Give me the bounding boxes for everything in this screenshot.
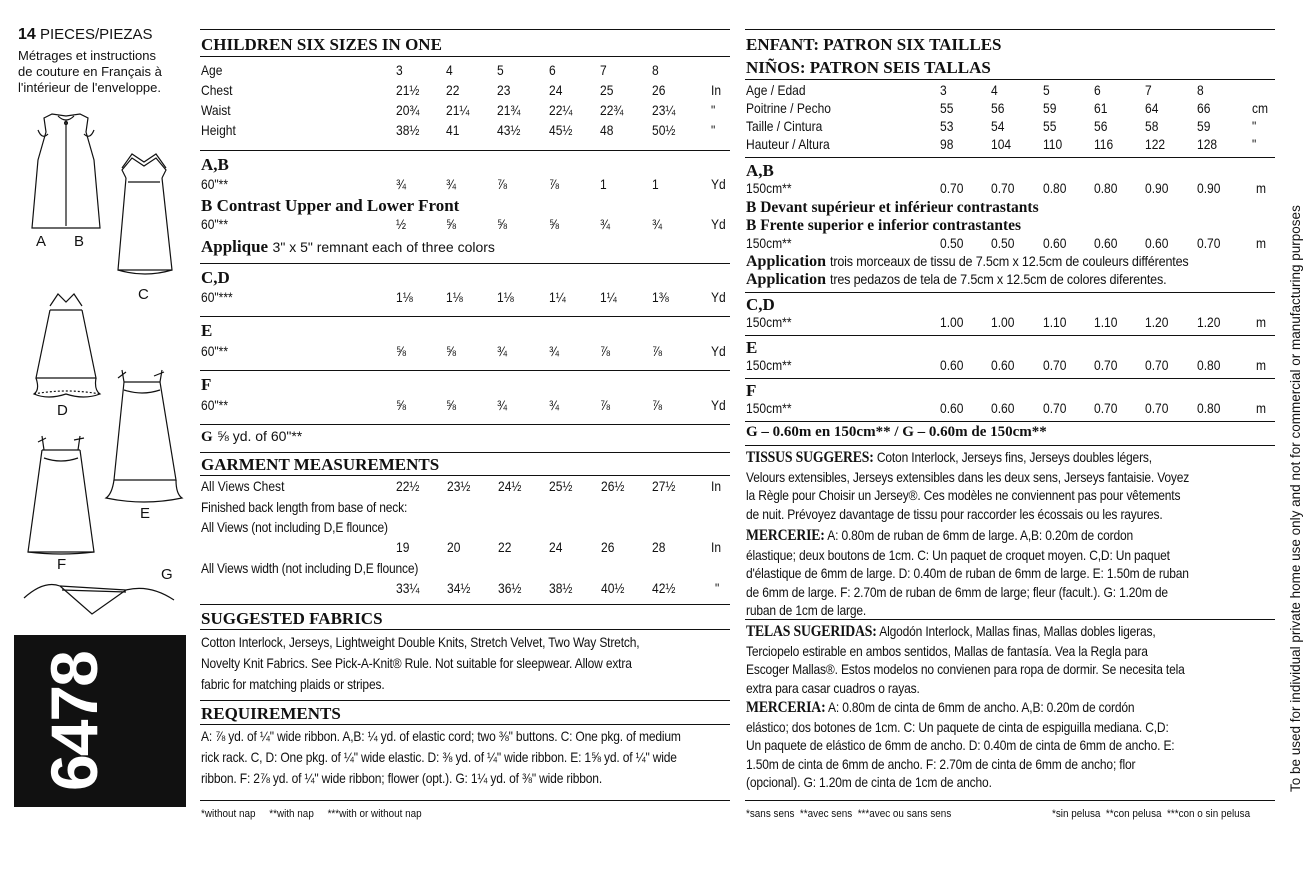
- size-value-cell: ¾: [600, 216, 611, 232]
- tissus-line: Coton Interlock, Jerseys fins, Jerseys doubles légers,: [876, 449, 1152, 465]
- size-value-cell: 1¼: [600, 289, 617, 305]
- size-value-cell: ⅝: [396, 397, 407, 413]
- size-value-cell: 0.70: [1043, 357, 1067, 373]
- garment-illustrations: [14, 110, 186, 620]
- size-value-cell: 0.70: [1094, 400, 1118, 416]
- table-row: [0, 289, 726, 307]
- divider: [200, 629, 730, 630]
- size-value-cell: 61: [1094, 100, 1108, 116]
- unit-cell: m: [1256, 314, 1267, 330]
- unit-cell: m: [1256, 400, 1267, 416]
- en-applique-line: [201, 237, 495, 257]
- size-value-cell: ¾: [446, 176, 457, 192]
- unit-cell: In: [711, 478, 722, 494]
- divider: [745, 800, 1275, 801]
- fabrics-text: [201, 632, 639, 695]
- divider: [200, 370, 730, 371]
- size-value-cell: 23½: [447, 478, 471, 494]
- applique-label: Applique: [201, 237, 269, 256]
- divider: [200, 452, 730, 453]
- mercerie-line: d'élastique de 6mm de large. D: 0.40m de ruban de 6mm de large. E: 1.50m de ruban: [746, 565, 1189, 581]
- pieces-count: 14: [18, 26, 36, 43]
- size-row-label: Poitrine / Pecho: [746, 100, 832, 116]
- size-value-cell: 128: [1197, 136, 1218, 152]
- size-value-cell: 5: [497, 62, 504, 78]
- requirements-line: rick rack. C, D: One pkg. of ¼" wide elastic. D: ⅜ yd. of ¼" wide ribbon. E: 1⅝ yd. of ¼" wide: [201, 749, 677, 765]
- size-value-cell: 55: [1043, 118, 1057, 134]
- view-label-g: G: [161, 566, 173, 583]
- divider: [200, 475, 730, 476]
- size-value-cell: 1⅛: [396, 289, 413, 305]
- unit-cell: ": [715, 580, 720, 596]
- size-value-cell: 50½: [652, 122, 676, 138]
- garment-title: GARMENT MEASUREMENTS: [201, 455, 440, 474]
- size-value-cell: 0.50: [991, 235, 1015, 251]
- telas-line: extra para casar cuadros o rayas.: [746, 679, 920, 696]
- unit-cell: cm: [1252, 100, 1269, 116]
- size-value-cell: 1.10: [1043, 314, 1067, 330]
- application-label: Application: [746, 271, 827, 288]
- size-value-cell: 0.60: [991, 357, 1015, 373]
- size-value-cell: 59: [1197, 118, 1211, 134]
- size-value-cell: 22¼: [549, 102, 573, 118]
- requirements-text: [201, 726, 681, 789]
- size-value-cell: 110: [1043, 136, 1063, 152]
- divider: [745, 445, 1275, 446]
- unit-cell: ": [1252, 118, 1257, 134]
- divider: [200, 700, 730, 701]
- fr-contrast-heading: B Devant supérieur et inférieur contrastants: [746, 199, 1039, 216]
- size-value-cell: ¾: [396, 176, 407, 192]
- telas-title: TELAS SUGERIDAS:: [746, 623, 877, 640]
- fr-section-heading: C,D: [746, 295, 775, 314]
- en-section-heading: F: [201, 375, 212, 394]
- size-value-cell: 23: [497, 82, 511, 98]
- size-value-cell: 0.70: [1094, 357, 1118, 373]
- size-value-cell: 26½: [601, 478, 625, 494]
- g-label: G: [201, 429, 213, 445]
- tissus-line: Velours extensibles, Jerseys extensibles dans les deux sens, Jerseys fantaisie. Voyez: [746, 468, 1190, 485]
- applique-text: 3" x 5" remnant each of three colors: [272, 239, 495, 255]
- table-row: [0, 539, 722, 557]
- unit-cell: In: [711, 82, 722, 98]
- en-section-heading: A,B: [201, 155, 229, 174]
- fabrics-line: Cotton Interlock, Jerseys, Lightweight Double Knits, Stretch Velvet, Two Way Stretch,: [201, 634, 640, 650]
- fr-section-heading: A,B: [746, 161, 774, 180]
- telas-line: Terciopelo estirable en ambos sentidos, Mallas de fantasía. Vea la Regla para: [746, 642, 1148, 659]
- unit-cell: Yd: [711, 343, 726, 359]
- size-value-cell: 0.90: [1145, 180, 1169, 196]
- mercerie-block: [746, 526, 1189, 620]
- view-g-illustration: [24, 585, 174, 615]
- back-length-label: All Views (not including D,E flounce): [201, 519, 388, 535]
- row-label: 150cm**: [746, 357, 792, 373]
- application-text: tres pedazos de tela de 7.5cm x 12.5cm de colores diferentes.: [830, 271, 1167, 287]
- fabrics-line: Novelty Knit Fabrics. See Pick-A-Knit® Rule. Not suitable for sleepwear. Allow extra: [201, 655, 632, 671]
- size-value-cell: 1.20: [1197, 314, 1221, 330]
- view-label-a: A: [36, 233, 47, 250]
- unit-cell: ": [711, 122, 716, 138]
- size-value-cell: 0.70: [1145, 400, 1169, 416]
- size-value-cell: 116: [1094, 136, 1114, 152]
- divider: [200, 316, 730, 317]
- fr-section-heading: F: [746, 381, 757, 400]
- size-value-cell: 1¼: [549, 289, 566, 305]
- divider: [745, 79, 1275, 80]
- size-value-cell: ⅞: [549, 176, 560, 192]
- unit-cell: In: [711, 539, 722, 555]
- view-b-halter-illustration: [118, 154, 172, 274]
- divider: [745, 619, 1275, 620]
- size-value-cell: 0.60: [940, 400, 964, 416]
- french-note-line: l'intérieur de l'enveloppe.: [18, 80, 161, 95]
- size-value-cell: 58: [1145, 118, 1159, 134]
- row-label: 60"***: [201, 289, 233, 305]
- tissus-title: TISSUS SUGGERES:: [746, 449, 874, 466]
- english-title: CHILDREN SIX SIZES IN ONE: [201, 35, 442, 54]
- mercerie-line: A: 0.80m de ruban de 6mm de large. A,B: 0.20m de cordon: [827, 527, 1134, 543]
- size-value-cell: ⅝: [446, 343, 457, 359]
- row-label: 150cm**: [746, 180, 792, 196]
- size-value-cell: 24: [549, 82, 563, 98]
- size-value-cell: 0.80: [1043, 180, 1067, 196]
- telas-line: Algodón Interlock, Mallas finas, Mallas dobles ligeras,: [879, 623, 1156, 639]
- requirements-line: ribbon. F: 2⅞ yd. of ¼" wide ribbon; flower (opt.). G: 1¼ yd. of ⅜" wide ribbon.: [201, 770, 603, 786]
- tissus-line: la Règle pour Choisir un Jersey®. Ces modèles ne conviennent pas pour vêtements: [746, 487, 1181, 503]
- size-value-cell: 0.60: [1043, 235, 1067, 251]
- size-row-label: Waist: [201, 102, 231, 118]
- size-value-cell: 45½: [549, 122, 573, 138]
- french-footnote: *sans sens **avec sens ***avec ou sans sens: [746, 808, 952, 820]
- size-value-cell: ⅞: [600, 343, 611, 359]
- en-g-line: [201, 428, 302, 446]
- merceria-title: MERCERIA:: [746, 699, 826, 716]
- mercerie-title: MERCERIE:: [746, 527, 825, 544]
- unit-cell: m: [1256, 180, 1267, 196]
- g-text: ⅝ yd. of 60"**: [217, 428, 303, 444]
- view-label-b: B: [74, 233, 85, 250]
- row-label: 60"**: [201, 216, 229, 232]
- size-value-cell: 25: [600, 82, 614, 98]
- english-footnote: *without nap **with nap ***with or without nap: [201, 808, 422, 820]
- size-value-cell: ⅝: [446, 216, 457, 232]
- tissus-block: [746, 448, 1189, 523]
- size-value-cell: 59: [1043, 100, 1057, 116]
- view-label-c: C: [138, 286, 149, 303]
- size-value-cell: ½: [396, 216, 407, 232]
- size-value-cell: 7: [600, 62, 607, 78]
- unit-cell: m: [1256, 235, 1267, 251]
- size-value-cell: ⅞: [652, 343, 663, 359]
- size-value-cell: 64: [1145, 100, 1159, 116]
- es-contrast-heading: B Frente superior e inferior contrastantes: [746, 217, 1022, 234]
- size-value-cell: 19: [396, 539, 410, 555]
- divider: [745, 157, 1275, 158]
- size-value-cell: ⅝: [396, 343, 407, 359]
- merceria-line: (opcional). G: 1.20m de cinta de 1cm de ancho.: [746, 774, 992, 790]
- size-value-cell: 0.70: [991, 180, 1015, 196]
- size-value-cell: 1.10: [1094, 314, 1118, 330]
- size-value-cell: 26: [652, 82, 666, 98]
- size-value-cell: 1.00: [940, 314, 964, 330]
- requirements-line: A: ⅞ yd. of ¼" wide ribbon. A,B: ¼ yd. of elastic cord; two ⅜" buttons. C: One pkg. of medium: [201, 728, 681, 744]
- size-value-cell: 22¾: [600, 102, 624, 118]
- french-note-line: de couture en Français à: [18, 64, 162, 79]
- merceria-block: [746, 698, 1174, 792]
- size-value-cell: 8: [1197, 82, 1204, 98]
- table-row: [0, 216, 726, 234]
- size-value-cell: 22: [446, 82, 460, 98]
- unit-cell: Yd: [711, 216, 726, 232]
- size-value-cell: 0.60: [1094, 235, 1118, 251]
- row-label: 150cm**: [746, 314, 792, 330]
- size-value-cell: 0.80: [1197, 357, 1221, 373]
- divider: [745, 292, 1275, 293]
- size-value-cell: 48: [600, 122, 614, 138]
- size-value-cell: ⅝: [446, 397, 457, 413]
- size-value-cell: 0.80: [1197, 400, 1221, 416]
- size-value-cell: 1⅛: [497, 289, 514, 305]
- size-value-cell: 26: [601, 539, 615, 555]
- size-value-cell: ⅝: [549, 216, 560, 232]
- french-note: [18, 48, 162, 96]
- table-row: [0, 478, 722, 496]
- divider: [200, 263, 730, 264]
- size-value-cell: 122: [1145, 136, 1166, 152]
- fabrics-line: fabric for matching plaids or stripes.: [201, 676, 385, 692]
- row-label: 60"**: [201, 397, 229, 413]
- size-value-cell: 56: [1094, 118, 1108, 134]
- size-row-label: Height: [201, 122, 236, 138]
- size-value-cell: 3: [940, 82, 947, 98]
- divider: [745, 378, 1275, 379]
- size-value-cell: ⅝: [497, 216, 508, 232]
- row-label: 150cm**: [746, 400, 792, 416]
- mercerie-line: ruban de 1cm de large.: [746, 602, 867, 618]
- divider: [200, 800, 730, 801]
- divider: [200, 724, 730, 725]
- es-application-line: [746, 271, 1204, 289]
- size-value-cell: 20¾: [396, 102, 420, 118]
- pieces-header: [18, 26, 153, 44]
- size-value-cell: 20: [447, 539, 461, 555]
- size-value-cell: ¾: [497, 397, 508, 413]
- size-value-cell: ⅞: [497, 176, 508, 192]
- telas-block: [746, 622, 1185, 697]
- usage-disclaimer: To be used for individual private home use only and not for commercial or manufacturing purposes: [1288, 205, 1303, 792]
- size-value-cell: 0.60: [991, 400, 1015, 416]
- size-value-cell: 66: [1197, 100, 1211, 116]
- size-value-cell: 28: [652, 539, 666, 555]
- size-value-cell: 41: [446, 122, 460, 138]
- table-row: [0, 314, 1267, 332]
- unit-cell: Yd: [711, 397, 726, 413]
- requirements-title: REQUIREMENTS: [201, 704, 341, 723]
- spanish-footnote: *sin pelusa **con pelusa ***con o sin pelusa: [1052, 808, 1251, 820]
- size-value-cell: 1: [652, 176, 659, 192]
- fr-application-line: [746, 253, 1229, 271]
- size-value-cell: 27½: [652, 478, 676, 494]
- pattern-number-block: [14, 635, 186, 807]
- size-value-cell: 53: [940, 118, 954, 134]
- size-value-cell: 0.70: [940, 180, 964, 196]
- size-value-cell: 0.90: [1197, 180, 1221, 196]
- size-value-cell: 38½: [396, 122, 420, 138]
- size-value-cell: 24½: [498, 478, 522, 494]
- view-label-f: F: [57, 556, 67, 573]
- row-label: 60"**: [201, 176, 229, 192]
- size-value-cell: 0.50: [940, 235, 964, 251]
- size-value-cell: 40½: [601, 580, 625, 596]
- size-value-cell: ¾: [549, 397, 560, 413]
- merceria-line: Un paquete de elástico de 6mm de ancho. D: 0.40m de cinta de 6mm de ancho. E:: [746, 737, 1175, 753]
- divider: [745, 29, 1275, 30]
- divider: [200, 29, 730, 30]
- size-value-cell: 0.60: [940, 357, 964, 373]
- size-value-cell: 23¼: [652, 102, 676, 118]
- size-value-cell: 0.70: [1145, 357, 1169, 373]
- size-value-cell: 21½: [396, 82, 420, 98]
- mercerie-line: élastique; deux boutons de 1cm. C: Un paquet de croquet moyen. C,D: Un paquet: [746, 546, 1170, 563]
- size-row-label: Taille / Cintura: [746, 118, 823, 134]
- table-row: [0, 357, 1267, 375]
- mercerie-line: de 6mm de large. F: 2.70m de ruban de 6mm de large; fleur (facult.). G: 1.20m de: [746, 583, 1168, 600]
- unit-cell: m: [1256, 357, 1267, 373]
- en-section-heading: C,D: [201, 268, 230, 287]
- unit-cell: ": [711, 102, 716, 118]
- size-value-cell: ¾: [497, 343, 508, 359]
- size-value-cell: 1⅜: [652, 289, 669, 305]
- size-value-cell: 22: [498, 539, 512, 555]
- size-value-cell: 42½: [652, 580, 676, 596]
- size-value-cell: 34½: [447, 580, 471, 596]
- size-value-cell: 54: [991, 118, 1005, 134]
- telas-line: Escoger Mallas®. Estos modelos no convienen para ropa de dormir. Se necesita tela: [746, 661, 1185, 677]
- size-value-cell: 0.80: [1094, 180, 1118, 196]
- size-value-cell: 33¼: [396, 580, 420, 596]
- size-row-label: Chest: [201, 82, 233, 98]
- unit-cell: ": [1252, 136, 1257, 152]
- size-row-label: Age / Edad: [746, 82, 806, 98]
- view-a-back-illustration: [32, 114, 100, 228]
- size-value-cell: 5: [1043, 82, 1050, 98]
- size-value-cell: 1: [600, 176, 607, 192]
- view-e-illustration: [106, 370, 182, 502]
- table-row: [0, 580, 720, 598]
- size-value-cell: ¾: [652, 216, 663, 232]
- size-value-cell: 21¼: [446, 102, 470, 118]
- row-label: 60"**: [201, 343, 229, 359]
- size-value-cell: 6: [549, 62, 556, 78]
- size-value-cell: 4: [991, 82, 998, 98]
- fabrics-title: SUGGESTED FABRICS: [201, 609, 383, 628]
- divider: [745, 421, 1275, 422]
- row-label: 150cm**: [746, 235, 792, 251]
- size-value-cell: 3: [396, 62, 403, 78]
- size-value-cell: 104: [991, 136, 1012, 152]
- divider: [200, 424, 730, 425]
- size-value-cell: 7: [1145, 82, 1152, 98]
- view-label-d: D: [57, 402, 68, 419]
- en-section-heading: E: [201, 321, 213, 340]
- size-value-cell: 25½: [549, 478, 573, 494]
- application-label: Application: [746, 253, 827, 270]
- size-value-cell: 0.60: [1145, 235, 1169, 251]
- size-value-cell: 8: [652, 62, 659, 78]
- size-value-cell: 4: [446, 62, 453, 78]
- size-value-cell: 98: [940, 136, 954, 152]
- size-value-cell: ¾: [549, 343, 560, 359]
- size-value-cell: 56: [991, 100, 1005, 116]
- size-value-cell: 43½: [497, 122, 521, 138]
- size-value-cell: 21¾: [497, 102, 521, 118]
- size-value-cell: 38½: [549, 580, 573, 596]
- french-title: ENFANT: PATRON SIX TAILLES: [746, 35, 1002, 54]
- back-length-note: Finished back length from base of neck:: [201, 499, 408, 515]
- size-value-cell: 0.70: [1043, 400, 1067, 416]
- size-value-cell: 6: [1094, 82, 1101, 98]
- size-value-cell: 1.00: [991, 314, 1015, 330]
- unit-cell: Yd: [711, 176, 726, 192]
- width-label: All Views width (not including D,E flounce): [201, 560, 419, 576]
- application-text: trois morceaux de tissu de 7.5cm x 12.5cm de couleurs différentes: [830, 253, 1190, 269]
- size-value-cell: ⅞: [652, 397, 663, 413]
- en-contrast-heading: B Contrast Upper and Lower Front: [201, 196, 460, 215]
- size-value-cell: 1⅛: [446, 289, 463, 305]
- garment-row-label: All Views Chest: [201, 478, 285, 494]
- view-label-e: E: [140, 505, 151, 522]
- size-value-cell: 24: [549, 539, 563, 555]
- size-row-label: Hauteur / Altura: [746, 136, 830, 152]
- divider: [200, 150, 730, 151]
- table-row: [0, 136, 1257, 154]
- unit-cell: Yd: [711, 289, 726, 305]
- pieces-label: PIECES/PIEZAS: [39, 26, 153, 43]
- size-value-cell: ⅞: [600, 397, 611, 413]
- merceria-line: elástico; dos botones de 1cm. C: Un paquete de cinta de espiguilla mediana. C,D:: [746, 718, 1169, 735]
- size-value-cell: 36½: [498, 580, 522, 596]
- french-note-line: Métrages et instructions: [18, 48, 157, 63]
- size-value-cell: 1.20: [1145, 314, 1169, 330]
- size-row-label: Age: [201, 62, 223, 78]
- size-value-cell: 22½: [396, 478, 420, 494]
- divider: [200, 56, 730, 57]
- fr-g-line: G – 0.60m en 150cm** / G – 0.60m de 150cm**: [746, 424, 1047, 440]
- fr-section-heading: E: [746, 338, 758, 357]
- merceria-line: A: 0.80m de cinta de 6mm de ancho. A,B: 0.20m de cordón: [827, 699, 1135, 715]
- view-f-illustration: [28, 436, 94, 554]
- view-d-illustration: [34, 294, 100, 397]
- merceria-line: 1.50m de cinta de 6mm de ancho. F: 2.70m de cinta de 6mm de ancho; flor: [746, 755, 1136, 772]
- divider: [745, 335, 1275, 336]
- tissus-line: de nuit. Prévoyez davantage de tissu pour raccorder les écossais ou les rayures.: [746, 505, 1163, 522]
- divider: [200, 604, 730, 605]
- pattern-number: 6478: [37, 652, 111, 791]
- size-value-cell: 55: [940, 100, 954, 116]
- spanish-title: NIÑOS: PATRON SEIS TALLAS: [746, 58, 991, 77]
- size-value-cell: 0.70: [1197, 235, 1221, 251]
